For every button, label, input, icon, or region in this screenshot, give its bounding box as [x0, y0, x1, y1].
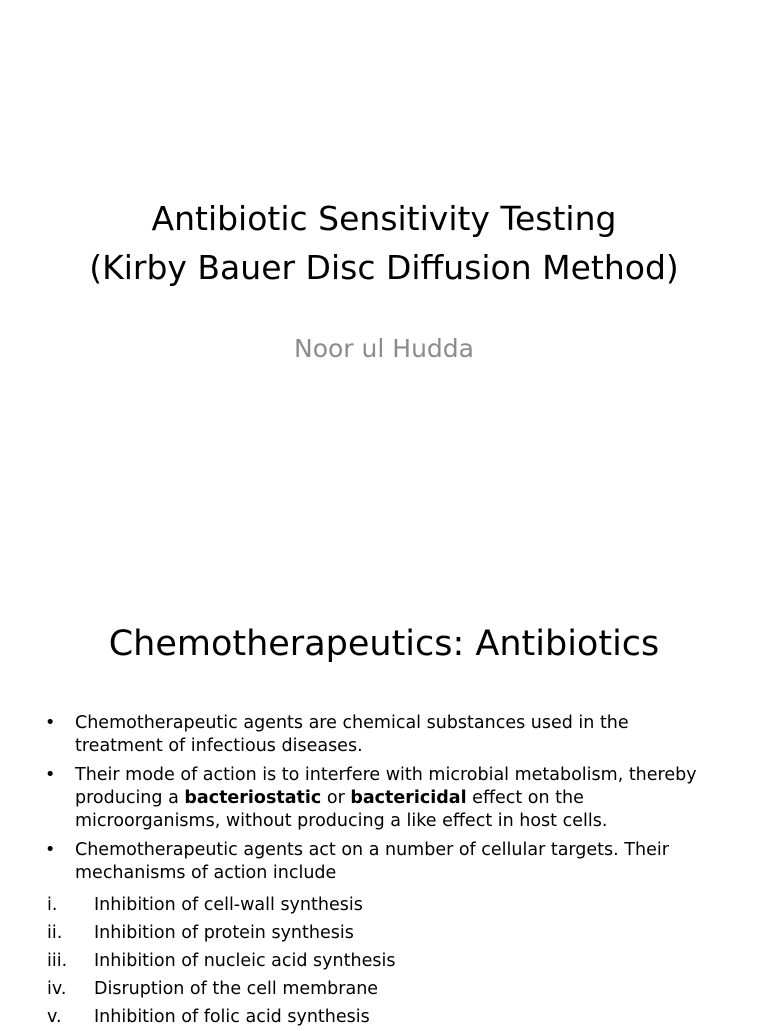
mechanism-item: [0, 947, 734, 975]
presentation-title: [0, 194, 768, 292]
mechanism-number: iv.: [47, 979, 67, 999]
content-slide: [0, 576, 768, 1027]
mechanism-text: Inhibition of cell-wall synthesis: [94, 895, 363, 915]
bullet-text: Chemotherapeutic agents act on a number of cellular targets. Their mechanisms of action include: [75, 840, 669, 883]
mechanism-number: v.: [47, 1007, 62, 1027]
mechanism-item: [0, 891, 734, 919]
slide-title: Chemotherapeutics: Antibiotics: [108, 624, 660, 664]
bactericidal-term: bactericidal: [350, 788, 467, 808]
bullet-dot-icon: •: [45, 713, 56, 733]
author-name: Noor ul Hudda: [294, 334, 474, 363]
mechanism-text: Inhibition of protein synthesis: [94, 923, 354, 943]
mechanism-item: [0, 1003, 734, 1031]
mechanism-item: [0, 975, 734, 1003]
mechanism-text: Disruption of the cell membrane: [94, 979, 379, 999]
mechanism-number: iii.: [47, 951, 68, 971]
title-line-2: (Kirby Bauer Disc Diffusion Method): [89, 248, 679, 287]
bullet-item: [0, 764, 715, 833]
title-line-1: Antibiotic Sensitivity Testing: [151, 199, 617, 238]
mechanism-number: i.: [47, 895, 58, 915]
mechanism-text: Inhibition of nucleic acid synthesis: [94, 951, 396, 971]
bullet-text: Chemotherapeutic agents are chemical substances used in the treatment of infectious diseases.: [75, 713, 629, 756]
bullet-text-pre: Their mode of action is to interfere with microbial metabolism, thereby producing a: [75, 765, 697, 808]
bullet-item: [0, 839, 715, 885]
mechanism-item: [0, 919, 734, 947]
bullet-dot-icon: •: [45, 765, 56, 785]
bullet-item: [0, 712, 715, 758]
bullet-text-mid: or: [321, 788, 351, 808]
bullet-dot-icon: •: [45, 840, 56, 860]
mechanism-number: ii.: [47, 923, 63, 943]
bullet-list: [0, 712, 768, 1031]
bullet-text-post: effect on the microorganisms, without producing a like effect in host cells.: [75, 788, 608, 831]
bacteriostatic-term: bacteriostatic: [184, 788, 322, 808]
mechanism-text: Inhibition of folic acid synthesis: [94, 1007, 370, 1027]
